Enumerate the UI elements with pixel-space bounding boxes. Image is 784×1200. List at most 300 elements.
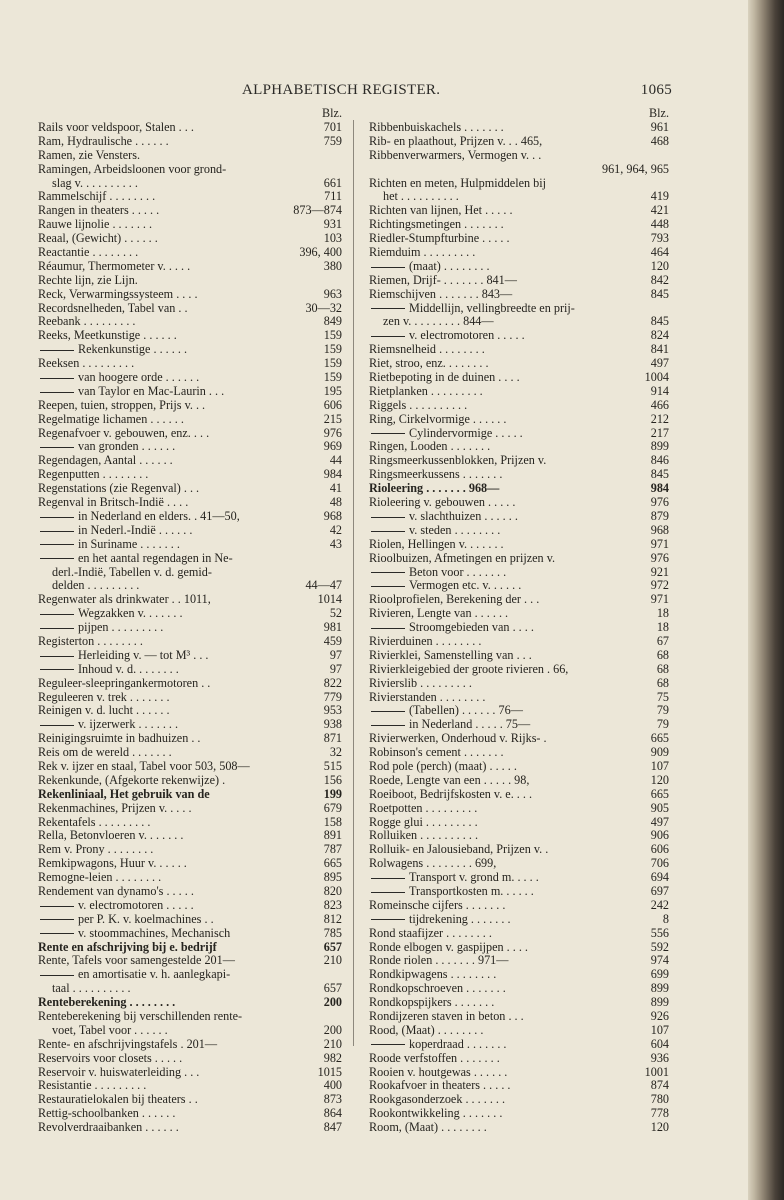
entry-text: Rente, Tafels voor samengestelde 201— bbox=[38, 953, 235, 968]
entry-text: Rolluik- en Jalousieband, Prijzen v. . bbox=[369, 842, 549, 857]
index-entry bbox=[369, 913, 669, 927]
index-entry bbox=[38, 510, 342, 524]
index-entry bbox=[369, 760, 669, 774]
entry-text: Transportkosten m. . . . . . bbox=[409, 883, 534, 898]
entry-page: 120 bbox=[650, 258, 669, 273]
entry-text: Rivierwerken, Onderhoud v. Rijks- . bbox=[369, 731, 547, 746]
entry-page: 971 bbox=[650, 536, 669, 551]
entry-text: Rekenkunstige . . . . . . bbox=[78, 342, 187, 357]
entry-text: in Nederl.-Indië . . . . . . bbox=[78, 522, 193, 537]
entry-text: het . . . . . . . . . . bbox=[383, 189, 459, 204]
index-entry bbox=[369, 704, 669, 718]
entry-text: Rettig-schoolbanken . . . . . . bbox=[38, 1106, 176, 1121]
entry-page: 871 bbox=[323, 731, 342, 746]
entry-text: Riedler-Stumpfturbine . . . . . bbox=[369, 231, 510, 246]
index-entry bbox=[38, 760, 342, 774]
entry-text: Riet, stroo, enz. . . . . . . . bbox=[369, 356, 489, 371]
index-entry bbox=[38, 774, 342, 788]
index-entry bbox=[38, 968, 342, 982]
entry-text: Rondkipwagens . . . . . . . . bbox=[369, 967, 497, 982]
entry-text: Renteberekening bij verschillenden rente- bbox=[38, 1009, 243, 1023]
entry-text: Rendement van dynamo's . . . . . bbox=[38, 883, 194, 898]
entry-page: 200 bbox=[323, 1022, 342, 1037]
index-entry bbox=[38, 288, 342, 302]
entry-text: Beton voor . . . . . . . bbox=[409, 564, 507, 579]
entry-page: 657 bbox=[323, 981, 342, 996]
entry-text: Reebank . . . . . . . . . bbox=[38, 314, 136, 329]
repeat-dash bbox=[371, 878, 405, 879]
index-entry bbox=[369, 357, 669, 371]
entry-page: 823 bbox=[323, 897, 342, 912]
index-entry bbox=[369, 607, 669, 621]
repeat-dash bbox=[40, 906, 74, 907]
entry-page: 874 bbox=[650, 1078, 669, 1093]
entry-text: Rekenliniaal, Het gebruik van de bbox=[38, 786, 210, 801]
entry-page: 976 bbox=[650, 550, 669, 565]
entry-page: 419 bbox=[650, 189, 669, 204]
entry-page: 97 bbox=[329, 647, 342, 662]
entry-text: Regenwater als drinkwater . . 1011, bbox=[38, 592, 211, 607]
index-entry bbox=[38, 996, 342, 1010]
index-entry bbox=[38, 357, 342, 371]
entry-page: 68 bbox=[656, 675, 669, 690]
entry-text: Rond staafijzer . . . . . . . . bbox=[369, 925, 492, 940]
index-entry bbox=[369, 593, 669, 607]
index-entry bbox=[369, 1066, 669, 1080]
repeat-dash bbox=[371, 433, 405, 434]
entry-text: Rooien v. houtgewas . . . . . . bbox=[369, 1064, 508, 1079]
entry-page: 212 bbox=[650, 411, 669, 426]
entry-text: Renteberekening . . . . . . . . bbox=[38, 995, 176, 1010]
index-entry bbox=[38, 121, 342, 135]
entry-text: Rookgasonderzoek . . . . . . . bbox=[369, 1092, 506, 1107]
index-entry bbox=[369, 413, 669, 427]
index-entry bbox=[369, 163, 669, 177]
index-entry bbox=[369, 510, 669, 524]
index-entry bbox=[38, 732, 342, 746]
entry-text: Vermogen etc. v. . . . . . bbox=[409, 578, 522, 593]
entry-page: 972 bbox=[650, 578, 669, 593]
repeat-dash bbox=[371, 517, 405, 518]
entry-text: Ronde riolen . . . . . . . 971— bbox=[369, 953, 509, 968]
entry-text: per P. K. v. koelmachines . . bbox=[78, 911, 214, 926]
repeat-dash bbox=[40, 531, 74, 532]
index-entry bbox=[38, 913, 342, 927]
index-entry bbox=[38, 163, 342, 177]
entry-text: Regenstations (zie Regenval) . . . bbox=[38, 481, 200, 496]
entry-page: 824 bbox=[650, 328, 669, 343]
entry-text: van Taylor en Mac-Laurin . . . bbox=[78, 383, 225, 398]
entry-page: 701 bbox=[323, 120, 342, 134]
entry-text: Reepen, tuien, stroppen, Prijs v. . . bbox=[38, 397, 206, 412]
entry-text: Restauratielokalen bij theaters . . bbox=[38, 1092, 198, 1107]
entry-text: Rammelschijf . . . . . . . . bbox=[38, 189, 156, 204]
entry-text: Rietbepoting in de duinen . . . . bbox=[369, 370, 520, 385]
entry-text: Rivierslib . . . . . . . . . bbox=[369, 675, 472, 690]
entry-page: 396, 400 bbox=[299, 245, 342, 260]
entry-text: Ramingen, Arbeidsloonen voor grond- bbox=[38, 161, 227, 176]
index-entry bbox=[369, 885, 669, 899]
entry-page: 976 bbox=[650, 495, 669, 510]
entry-text: Ribbenbuiskachels . . . . . . . bbox=[369, 120, 504, 134]
entry-page: 18 bbox=[656, 606, 669, 621]
entry-page: 926 bbox=[650, 1009, 669, 1023]
repeat-dash bbox=[371, 586, 405, 587]
index-entry bbox=[38, 149, 342, 163]
entry-text: zen v. . . . . . . . . 844— bbox=[383, 314, 494, 329]
index-entry bbox=[38, 857, 342, 871]
entry-page: 79 bbox=[656, 717, 669, 732]
index-entry bbox=[369, 857, 669, 871]
entry-page: 936 bbox=[650, 1050, 669, 1065]
index-entry bbox=[38, 329, 342, 343]
entry-text: in Nederland en elders. . 41—50, bbox=[78, 508, 240, 523]
entry-text: Rood, (Maat) . . . . . . . . bbox=[369, 1022, 484, 1037]
entry-text: Riolen, Hellingen v. . . . . . . bbox=[369, 536, 504, 551]
entry-page: 75 bbox=[656, 689, 669, 704]
entry-page: 606 bbox=[323, 397, 342, 412]
index-entry bbox=[369, 1079, 669, 1093]
blz-label: Blz. bbox=[322, 106, 342, 120]
entry-text: Remkipwagons, Huur v. . . . . . bbox=[38, 856, 187, 871]
entry-text: Reeks, Meetkunstige . . . . . . bbox=[38, 328, 177, 343]
entry-page: 8 bbox=[662, 911, 669, 926]
entry-page: 107 bbox=[650, 758, 669, 773]
index-entry bbox=[369, 232, 669, 246]
entry-page: 1015 bbox=[317, 1064, 342, 1079]
index-entry bbox=[369, 829, 669, 843]
index-entry bbox=[38, 579, 342, 593]
entry-text: Reactantie . . . . . . . . bbox=[38, 245, 139, 260]
index-entry bbox=[369, 843, 669, 857]
entry-page: 699 bbox=[650, 967, 669, 982]
index-entry bbox=[369, 315, 669, 329]
index-entry bbox=[38, 274, 342, 288]
entry-text: en amortisatie v. h. aanlegkapi- bbox=[78, 967, 231, 982]
index-entry bbox=[369, 496, 669, 510]
entry-page: 820 bbox=[323, 883, 342, 898]
index-entry bbox=[38, 1010, 342, 1024]
index-entry bbox=[369, 454, 669, 468]
index-entries bbox=[38, 121, 342, 1135]
entry-text: Robinson's cement . . . . . . . bbox=[369, 745, 504, 760]
index-entry bbox=[369, 691, 669, 705]
index-entry bbox=[38, 635, 342, 649]
repeat-dash bbox=[40, 669, 74, 670]
index-entry bbox=[369, 385, 669, 399]
repeat-dash bbox=[371, 725, 405, 726]
entry-page: 969 bbox=[323, 439, 342, 454]
entry-text: Inhoud v. d. . . . . . . . bbox=[78, 661, 179, 676]
entry-page: 679 bbox=[323, 800, 342, 815]
index-entry bbox=[38, 440, 342, 454]
entry-page: 67 bbox=[656, 633, 669, 648]
entry-page: 159 bbox=[323, 370, 342, 385]
entry-page: 793 bbox=[650, 231, 669, 246]
entry-page: 210 bbox=[323, 953, 342, 968]
entry-text: Rivierklei, Samenstelling van . . . bbox=[369, 647, 532, 662]
entry-page: 895 bbox=[323, 870, 342, 885]
entry-page: 68 bbox=[656, 661, 669, 676]
entry-text: en het aantal regendagen in Ne- bbox=[78, 550, 233, 565]
entry-text: (maat) . . . . . . . . bbox=[409, 258, 490, 273]
entry-text: taal . . . . . . . . . . bbox=[52, 981, 131, 996]
index-entry bbox=[38, 566, 342, 580]
entry-text: Middellijn, vellingbreedte en prij- bbox=[409, 300, 575, 315]
index-entry bbox=[38, 1107, 342, 1121]
repeat-dash bbox=[40, 656, 74, 657]
running-header bbox=[40, 82, 672, 102]
entry-text: Ribbenverwarmers, Vermogen v. . . bbox=[369, 147, 542, 162]
entry-text: tijdrekening . . . . . . . bbox=[409, 911, 511, 926]
index-entry bbox=[369, 302, 669, 316]
entry-page: 921 bbox=[650, 564, 669, 579]
entry-page: 30—32 bbox=[305, 300, 342, 315]
index-entry bbox=[369, 246, 669, 260]
entry-page: 953 bbox=[323, 703, 342, 718]
index-entry bbox=[38, 927, 342, 941]
index-entry bbox=[38, 552, 342, 566]
entry-text: Rekenmachines, Prijzen v. . . . . bbox=[38, 800, 192, 815]
repeat-dash bbox=[40, 614, 74, 615]
entry-text: Cylindervormige . . . . . bbox=[409, 425, 523, 440]
index-entry bbox=[38, 190, 342, 204]
entry-page: 873—874 bbox=[293, 203, 342, 218]
repeat-dash bbox=[371, 919, 405, 920]
entry-text: Regenafvoer v. gebouwen, enz. . . . bbox=[38, 425, 210, 440]
entry-text: Rookontwikkeling . . . . . . . bbox=[369, 1106, 503, 1121]
index-entry bbox=[38, 538, 342, 552]
entry-text: Ring, Cirkelvormige . . . . . . bbox=[369, 411, 507, 426]
index-entry bbox=[38, 677, 342, 691]
entry-text: Ringen, Looden . . . . . . . bbox=[369, 439, 491, 454]
index-entry bbox=[369, 871, 669, 885]
entry-page: 421 bbox=[650, 203, 669, 218]
index-entry bbox=[38, 427, 342, 441]
entry-text: Rauwe lijnolie . . . . . . . bbox=[38, 217, 153, 232]
repeat-dash bbox=[371, 711, 405, 712]
entry-page: 400 bbox=[323, 1078, 342, 1093]
repeat-dash bbox=[371, 628, 405, 629]
index-entry bbox=[369, 427, 669, 441]
entry-text: Richten en meten, Hulpmiddelen bij bbox=[369, 175, 547, 190]
index-entry bbox=[38, 691, 342, 705]
entry-page: 879 bbox=[650, 508, 669, 523]
entry-page: 215 bbox=[323, 411, 342, 426]
entry-page: 845 bbox=[650, 467, 669, 482]
entry-text: Roetpotten . . . . . . . . . bbox=[369, 800, 478, 815]
entry-text: in Nederland . . . . . 75— bbox=[409, 717, 531, 732]
index-entry bbox=[369, 1107, 669, 1121]
entry-page: 464 bbox=[650, 245, 669, 260]
entry-page: 968 bbox=[650, 522, 669, 537]
index-entry bbox=[38, 1066, 342, 1080]
entry-page: 459 bbox=[323, 633, 342, 648]
index-entry bbox=[38, 371, 342, 385]
index-entry bbox=[38, 399, 342, 413]
index-entry bbox=[369, 996, 669, 1010]
index-entry bbox=[38, 746, 342, 760]
index-entry bbox=[369, 260, 669, 274]
entry-page: 42 bbox=[329, 522, 342, 537]
entry-text: Ringsmeerkussenblokken, Prijzen v. bbox=[369, 453, 547, 468]
entry-page: 899 bbox=[650, 439, 669, 454]
index-entry bbox=[369, 538, 669, 552]
entry-page: 103 bbox=[323, 231, 342, 246]
entry-text: Rookafvoer in theaters . . . . . bbox=[369, 1078, 511, 1093]
entry-page: 961, 964, 965 bbox=[601, 161, 669, 176]
entry-text: Reck, Verwarmingssysteem . . . . bbox=[38, 286, 198, 301]
repeat-dash bbox=[40, 558, 74, 559]
index-entry bbox=[38, 1024, 342, 1038]
column-divider bbox=[353, 120, 354, 1046]
entry-text: Regenputten . . . . . . . . bbox=[38, 467, 149, 482]
index-entry bbox=[369, 343, 669, 357]
entry-text: pijpen . . . . . . . . . bbox=[78, 620, 164, 635]
entry-text: van gronden . . . . . . bbox=[78, 439, 176, 454]
index-entry bbox=[38, 829, 342, 843]
index-entry bbox=[369, 399, 669, 413]
entry-text: Reguleeren v. trek . . . . . . . bbox=[38, 689, 170, 704]
index-entry bbox=[369, 218, 669, 232]
index-entry bbox=[369, 1024, 669, 1038]
entry-text: v. ijzerwerk . . . . . . . bbox=[78, 717, 179, 732]
index-entry bbox=[38, 621, 342, 635]
entry-text: Herleiding v. — tot M³ . . . bbox=[78, 647, 209, 662]
entry-page: 845 bbox=[650, 314, 669, 329]
index-entry bbox=[38, 385, 342, 399]
entry-page: 44—47 bbox=[305, 578, 342, 593]
entry-text: Rolwagens . . . . . . . . 699, bbox=[369, 856, 497, 871]
entry-page: 606 bbox=[650, 842, 669, 857]
entry-page: 914 bbox=[650, 383, 669, 398]
index-entry bbox=[369, 677, 669, 691]
entry-page: 217 bbox=[650, 425, 669, 440]
entry-page: 242 bbox=[650, 897, 669, 912]
repeat-dash bbox=[371, 1044, 405, 1045]
entry-page: 18 bbox=[656, 620, 669, 635]
repeat-dash bbox=[40, 378, 74, 379]
index-entry bbox=[38, 413, 342, 427]
index-entry bbox=[38, 982, 342, 996]
blz-label: Blz. bbox=[649, 106, 669, 120]
repeat-dash bbox=[371, 892, 405, 893]
index-entry bbox=[369, 774, 669, 788]
index-entry bbox=[38, 954, 342, 968]
entry-page: 665 bbox=[650, 731, 669, 746]
entry-page: 665 bbox=[323, 856, 342, 871]
entry-text: v. electromotoren . . . . . bbox=[78, 897, 194, 912]
entry-text: Reis om de wereld . . . . . . . bbox=[38, 745, 172, 760]
entry-text: Remogne-leien . . . . . . . . bbox=[38, 870, 162, 885]
index-entry bbox=[369, 927, 669, 941]
entry-text: delden . . . . . . . . . bbox=[52, 578, 140, 593]
entry-page: 873 bbox=[323, 1092, 342, 1107]
index-entry bbox=[369, 482, 669, 496]
index-entry bbox=[369, 621, 669, 635]
entry-text: koperdraad . . . . . . . bbox=[409, 1036, 507, 1051]
index-entry bbox=[369, 1121, 669, 1135]
entry-page: 785 bbox=[323, 925, 342, 940]
entry-page: 604 bbox=[650, 1036, 669, 1051]
book-spine bbox=[748, 0, 784, 1200]
repeat-dash bbox=[371, 531, 405, 532]
entry-text: Rem v. Prony . . . . . . . . bbox=[38, 842, 154, 857]
entry-text: Riemen, Drijf- . . . . . . . 841— bbox=[369, 272, 517, 287]
entry-page: 778 bbox=[650, 1106, 669, 1121]
entry-page: 44 bbox=[329, 453, 342, 468]
index-entry bbox=[38, 704, 342, 718]
index-entry bbox=[369, 982, 669, 996]
entry-text: Roede, Lengte van een . . . . . 98, bbox=[369, 772, 530, 787]
entry-page: 158 bbox=[323, 814, 342, 829]
entry-page: 982 bbox=[323, 1050, 342, 1065]
index-entry bbox=[369, 635, 669, 649]
entry-text: Room, (Maat) . . . . . . . . bbox=[369, 1120, 487, 1135]
entry-page: 657 bbox=[323, 939, 342, 954]
entry-page: 976 bbox=[323, 425, 342, 440]
entry-text: Riemschijven . . . . . . . 843— bbox=[369, 286, 513, 301]
entry-page: 694 bbox=[650, 870, 669, 885]
index-entry bbox=[369, 468, 669, 482]
entry-page: 1001 bbox=[644, 1064, 669, 1079]
repeat-dash bbox=[371, 308, 405, 309]
entry-text: Roeiboot, Bedrijfskosten v. e. . . . bbox=[369, 786, 533, 801]
index-entry bbox=[369, 1038, 669, 1052]
entry-page: 938 bbox=[323, 717, 342, 732]
entry-text: Rondkopschroeven . . . . . . . bbox=[369, 981, 506, 996]
index-entry bbox=[38, 1121, 342, 1135]
entry-text: Rib- en plaathout, Prijzen v. . . 465, bbox=[369, 133, 543, 148]
entry-page: 909 bbox=[650, 745, 669, 760]
index-entry bbox=[38, 246, 342, 260]
entry-page: 497 bbox=[650, 814, 669, 829]
entry-page: 52 bbox=[329, 606, 342, 621]
entry-text: Réaumur, Thermometer v. . . . . bbox=[38, 258, 191, 273]
entry-text: Regendagen, Aantal . . . . . . bbox=[38, 453, 173, 468]
repeat-dash bbox=[40, 628, 74, 629]
entry-text: Ronde elbogen v. gaspijpen . . . . bbox=[369, 939, 528, 954]
index-entry bbox=[369, 649, 669, 663]
entry-text: Roode verfstoffen . . . . . . . bbox=[369, 1050, 500, 1065]
entry-text: in Suriname . . . . . . . bbox=[78, 536, 180, 551]
repeat-dash bbox=[40, 919, 74, 920]
entry-text: Riggels . . . . . . . . . . bbox=[369, 397, 468, 412]
entry-page: 984 bbox=[650, 481, 669, 496]
index-entry bbox=[38, 260, 342, 274]
entry-text: v. electromotoren . . . . . bbox=[409, 328, 525, 343]
entry-page: 661 bbox=[323, 175, 342, 190]
repeat-dash bbox=[371, 572, 405, 573]
index-column-left bbox=[38, 107, 342, 1135]
entry-page: 847 bbox=[323, 1120, 342, 1135]
entry-text: Reservoir v. huiswaterleiding . . . bbox=[38, 1064, 200, 1079]
entry-text: Rangen in theaters . . . . . bbox=[38, 203, 160, 218]
entry-text: Rioolprofielen, Berekening der . . . bbox=[369, 592, 540, 607]
index-entry bbox=[38, 899, 342, 913]
page-number: 1065 bbox=[640, 82, 672, 98]
index-entry bbox=[38, 315, 342, 329]
index-entry bbox=[369, 718, 669, 732]
index-entry bbox=[38, 816, 342, 830]
entry-text: Rivieren, Lengte van . . . . . . bbox=[369, 606, 509, 621]
entry-page: 891 bbox=[323, 828, 342, 843]
entry-page: 845 bbox=[650, 286, 669, 301]
index-entry bbox=[38, 788, 342, 802]
index-entry bbox=[369, 788, 669, 802]
entry-text: Regenval in Britsch-Indië . . . . bbox=[38, 495, 189, 510]
entry-text: Stroomgebieden van . . . . bbox=[409, 620, 534, 635]
